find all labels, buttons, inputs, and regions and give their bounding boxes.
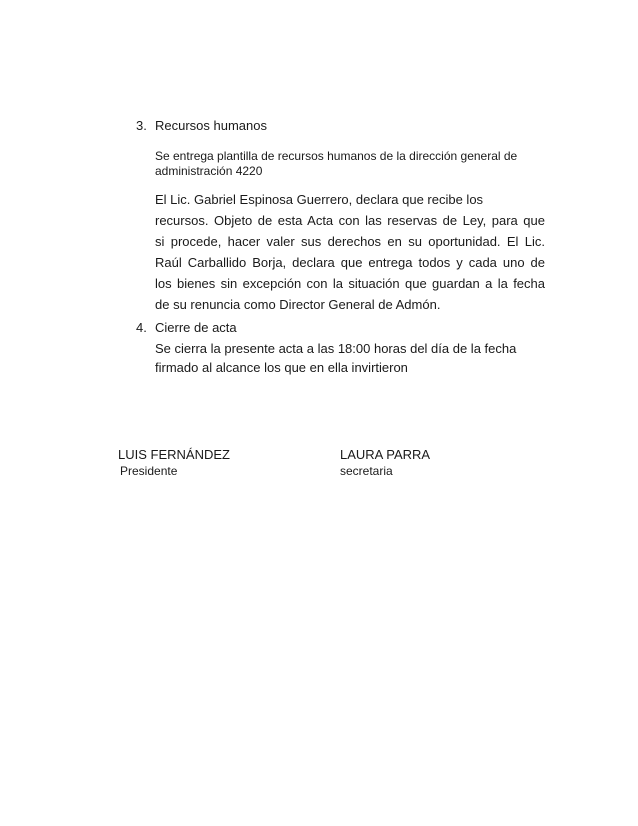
signature-name-secretary: LAURA PARRA xyxy=(340,447,431,462)
section-3-note-line: administración 4220 xyxy=(155,164,263,178)
section-4-paragraph xyxy=(155,339,545,377)
signature-role-president: Presidente xyxy=(120,464,178,478)
paragraph-line: los bienes sin excepción con la situación que guardan a la fecha xyxy=(155,276,545,291)
signature-name-president: LUIS FERNÁNDEZ xyxy=(118,447,230,462)
section-4-number: 4. xyxy=(136,320,147,335)
paragraph-line: Raúl Carballido Borja, declara que entrega todos y cada uno de xyxy=(155,255,545,270)
section-3-title: Recursos humanos xyxy=(155,118,267,133)
paragraph-line: si procede, hacer valer sus derechos en su oportunidad. El Lic. xyxy=(155,234,545,249)
section-3-number: 3. xyxy=(136,118,147,133)
signature-role-secretary: secretaria xyxy=(340,464,393,478)
section-3-note-line: Se entrega plantilla de recursos humanos de la dirección general de xyxy=(155,149,518,163)
section-3-paragraph xyxy=(155,189,545,315)
paragraph-line: El Lic. Gabriel Espinosa Guerrero, declara que recibe los xyxy=(155,192,484,207)
paragraph-line: firmado al alcance los que en ella invirtieron xyxy=(155,360,408,375)
section-3-note xyxy=(155,149,545,179)
paragraph-line: de su renuncia como Director General de Admón. xyxy=(155,297,441,312)
section-4-title: Cierre de acta xyxy=(155,320,237,335)
paragraph-line: recursos. Objeto de esta Acta con las reservas de Ley, para que xyxy=(155,213,545,228)
paragraph-line: Se cierra la presente acta a las 18:00 horas del día de la fecha xyxy=(155,341,517,356)
